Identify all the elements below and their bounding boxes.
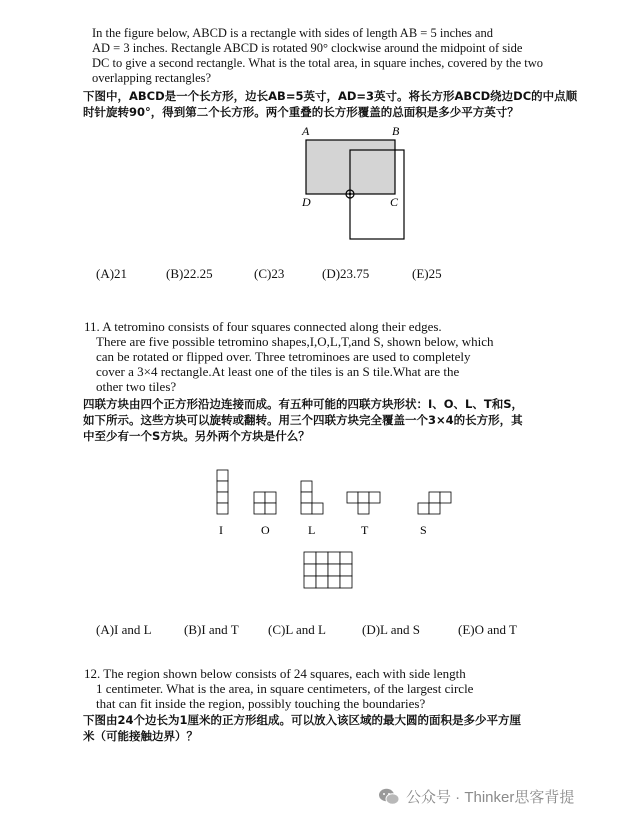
rotation-center-dot: [349, 193, 351, 195]
q10-choice-b[interactable]: (B)22.25: [166, 266, 213, 281]
q11-english-line-3: can be rotated or flipped over. Three tetrominoes are used to completely: [96, 349, 471, 364]
q11-english-line-4: cover a 3×4 rectangle.At least one of the tiles is an S tile.What are the: [96, 364, 460, 379]
q10-rotated-rectangles-figure: [296, 122, 416, 242]
q11-chinese-line-1: 四联方块由四个正方形沿边连接而成。有五种可能的四联方块形状：I、O、L、T和S，: [83, 397, 524, 411]
q11-choice-c[interactable]: (C)L and L: [268, 622, 326, 637]
q12-chinese-line-2: 米（可能接触边界）？: [83, 729, 198, 743]
q11-chinese-line-2: 如下所示。这些方块可以旋转或翻转。用三个四联方块完全覆盖一个3×4的长方形，其: [83, 413, 523, 427]
target-3x4-rectangle: [304, 552, 352, 588]
q11-english-line-1: 11. A tetromino consists of four squares connected along their edges.: [84, 319, 442, 334]
tetromino-l: [301, 481, 323, 514]
q10-english-line-1: In the figure below, ABCD is a rectangle with sides of length AB = 5 inches and: [92, 26, 493, 40]
tetromino-o: [254, 492, 276, 514]
tetromino-s: [418, 492, 451, 514]
q10-english-line-2: AD = 3 inches. Rectangle ABCD is rotated 90° clockwise around the midpoint of side: [92, 41, 523, 55]
q11-chinese-line-3: 中至少有一个S方块。另外两个方块是什么？: [83, 429, 310, 443]
q10-choice-a[interactable]: (A)21: [96, 266, 128, 281]
tetromino-t: [347, 492, 380, 514]
q10-choice-c[interactable]: (C)23: [254, 266, 285, 281]
q11-english-line-2: There are five possible tetromino shapes,I,O,L,T,and S, shown below, which: [96, 334, 494, 349]
label-a: A: [302, 124, 310, 138]
label-b: B: [392, 124, 400, 138]
q10-chinese-line-2: 时针旋转90°，得到第二个长方形。两个重叠的长方形覆盖的总面积是多少平方英寸？: [83, 105, 519, 119]
q10-english-line-4: overlapping rectangles?: [92, 71, 212, 85]
q10-chinese-line-1: 下图中，ABCD是一个长方形，边长AB=5英寸，AD=3英寸。将长方形ABCD绕边DC的中点顺: [83, 89, 578, 103]
label-c: C: [390, 195, 399, 209]
watermark-text: 公众号 · Thinker思客背提: [406, 789, 575, 806]
q11-choice-a[interactable]: (A)I and L: [96, 622, 152, 637]
q12-english-line-3: that can fit inside the region, possibly touching the boundaries?: [96, 696, 426, 711]
q12-english-line-2: 1 centimeter. What is the area, in square centimeters, of the largest circle: [96, 681, 474, 696]
watermark: [378, 786, 574, 807]
q11-choice-d[interactable]: (D)L and S: [362, 622, 421, 637]
q12-english-line-1: 12. The region shown below consists of 24 squares, each with side length: [84, 666, 466, 681]
q11-tetromino-figure: [200, 462, 460, 594]
q11-choice-b[interactable]: (B)I and T: [184, 622, 239, 637]
q10-choice-d[interactable]: (D)23.75: [322, 266, 370, 281]
q10-english-line-3: DC to give a second rectangle. What is the total area, in square inches, covered by the two: [92, 56, 544, 70]
tile-label-t: T: [361, 523, 369, 537]
tile-label-i: I: [219, 523, 223, 537]
wechat-icon: [378, 787, 400, 807]
q11-choice-e[interactable]: (E)O and T: [458, 622, 517, 637]
tetromino-i: [217, 470, 228, 514]
tile-label-l: L: [308, 523, 316, 537]
q12-chinese-line-1: 下图由24个边长为1厘米的正方形组成。可以放入该区域的最大圆的面积是多少平方厘: [83, 713, 522, 727]
tile-label-s: S: [420, 523, 427, 537]
tile-label-o: O: [261, 523, 270, 537]
label-d: D: [302, 195, 311, 209]
q11-english-line-5: other two tiles?: [96, 379, 177, 394]
q10-choice-e[interactable]: (E)25: [412, 266, 442, 281]
